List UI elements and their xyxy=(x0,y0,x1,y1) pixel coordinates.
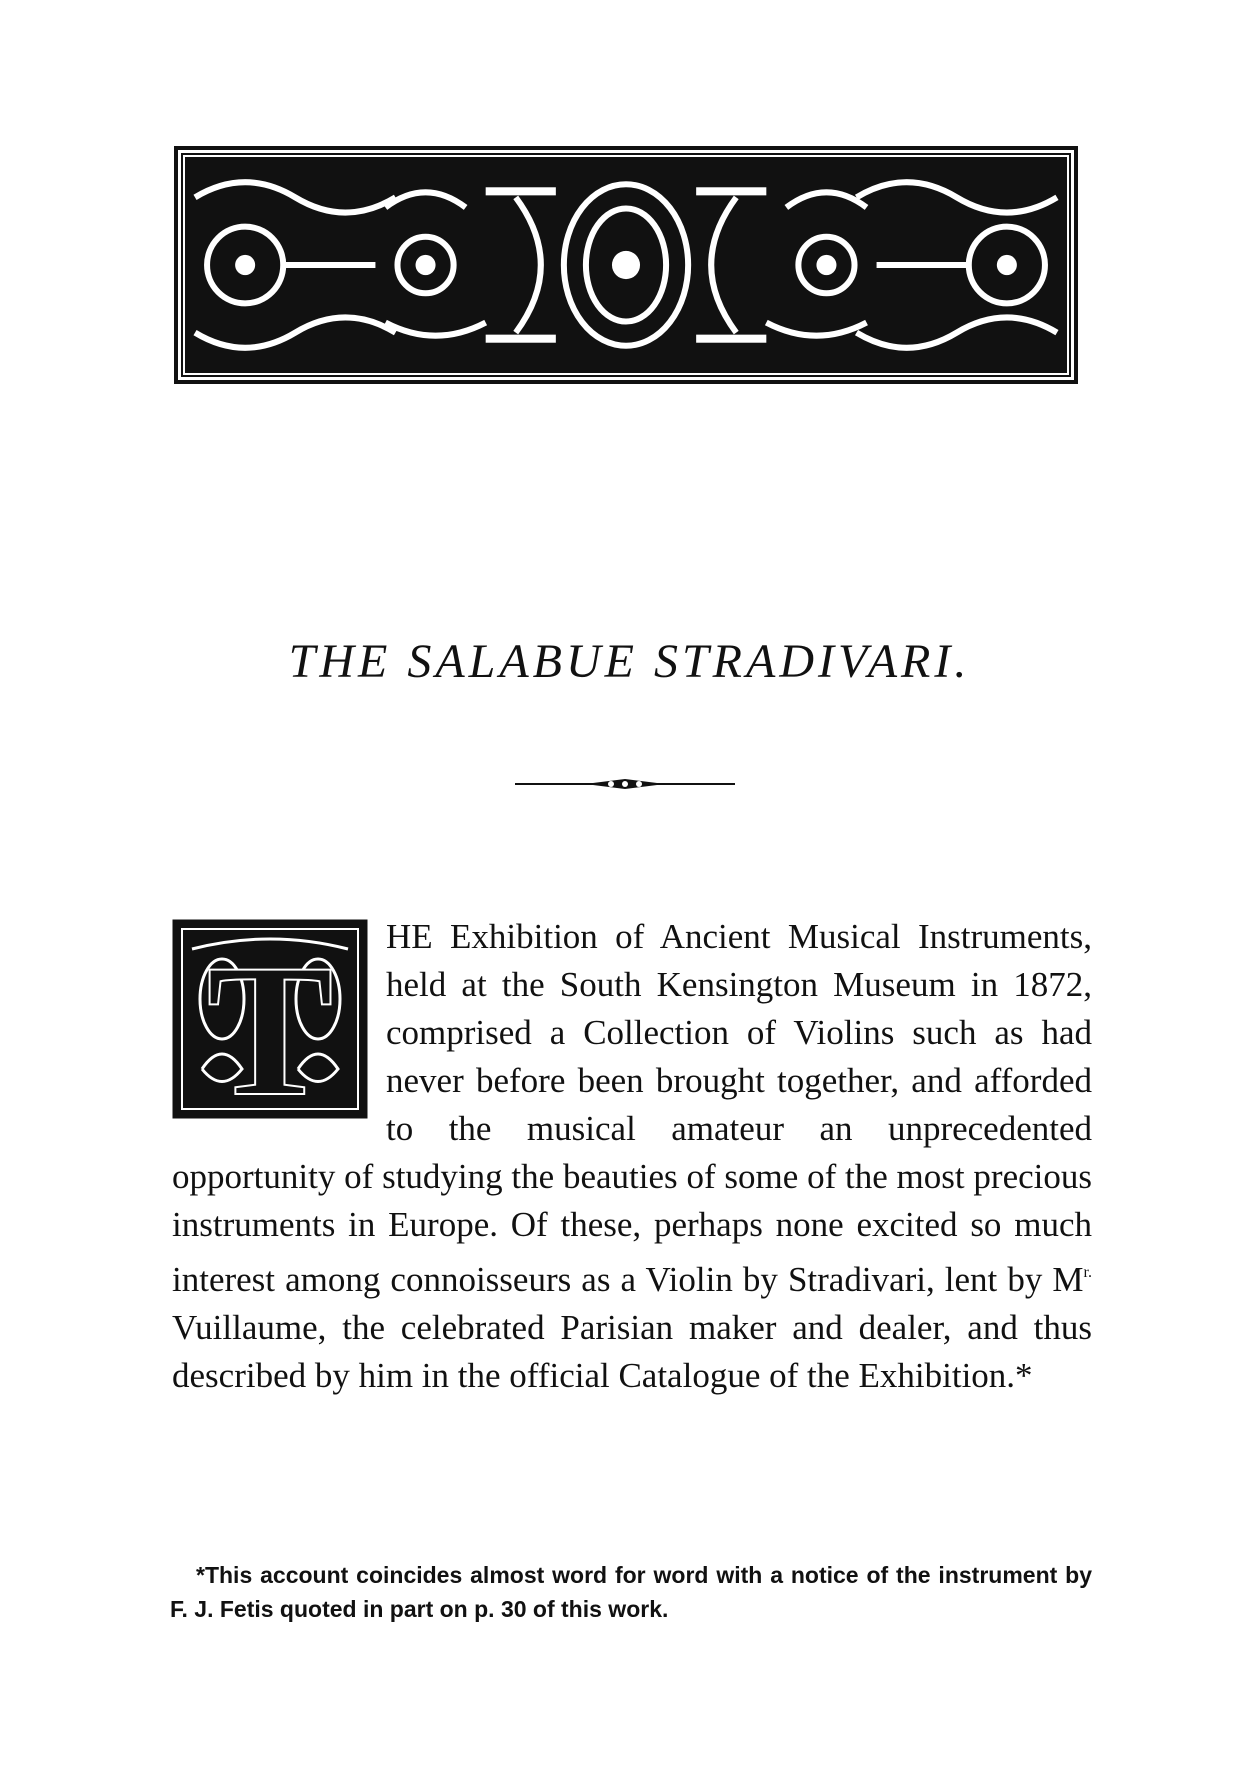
drop-cap xyxy=(172,919,368,1119)
ornamental-headpiece xyxy=(174,146,1078,384)
chapter-title: THE SALABUE STRADIVARI. xyxy=(288,635,971,688)
footnote: *This account coincides almost word for word with a notice of the instrument by F. J. Fetis quoted in part on p. 30 of this work. xyxy=(170,1562,1092,1622)
headpiece-ornament-icon xyxy=(185,157,1067,373)
svg-text:T: T xyxy=(206,926,334,1119)
title-divider-rule xyxy=(515,777,735,791)
body-text-end: Vuillaume, the celebrated Parisian maker and dealer, and thus described by him in the official Catalogue of the Exhibition.* xyxy=(172,1308,1092,1395)
body-superscript: r. xyxy=(1083,1264,1092,1281)
body-text-main: HE Exhibition of Ancient Musical Instruments, held at the South Kensington Museum in 1872, comprised a Collection of Violins such as had never before been brought together, and afforded to the musical amateur an unprecedented opportunity of studying the beauties of some of the most precious instruments in Europe. Of these, perhaps none excited so much interest among connoisseurs as a Violin by Stradivari, lent by M xyxy=(172,917,1092,1299)
body-paragraph xyxy=(172,913,1092,1400)
drop-cap-ornament-icon xyxy=(172,919,368,1119)
